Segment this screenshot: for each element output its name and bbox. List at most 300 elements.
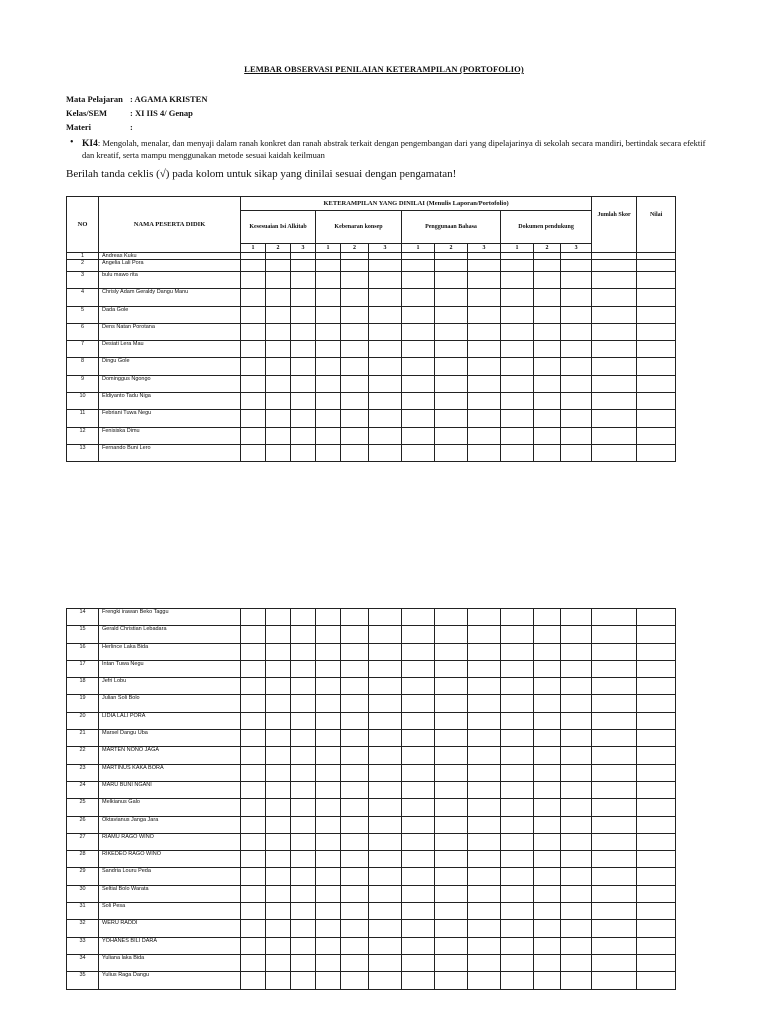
score-checkbox-cell[interactable] [468, 289, 501, 306]
total-score-cell[interactable] [592, 323, 637, 340]
score-checkbox-cell[interactable] [369, 799, 402, 816]
grade-cell[interactable] [637, 833, 676, 850]
score-checkbox-cell[interactable] [435, 764, 468, 781]
score-checkbox-cell[interactable] [501, 678, 534, 695]
score-checkbox-cell[interactable] [501, 375, 534, 392]
score-checkbox-cell[interactable] [291, 747, 316, 764]
score-checkbox-cell[interactable] [291, 358, 316, 375]
score-checkbox-cell[interactable] [402, 260, 435, 272]
score-checkbox-cell[interactable] [402, 781, 435, 798]
grade-cell[interactable] [637, 375, 676, 392]
score-checkbox-cell[interactable] [468, 885, 501, 902]
score-checkbox-cell[interactable] [402, 272, 435, 289]
total-score-cell[interactable] [592, 427, 637, 444]
score-checkbox-cell[interactable] [501, 954, 534, 971]
score-checkbox-cell[interactable] [291, 833, 316, 850]
score-checkbox-cell[interactable] [468, 410, 501, 427]
grade-cell[interactable] [637, 903, 676, 920]
score-checkbox-cell[interactable] [266, 712, 291, 729]
score-checkbox-cell[interactable] [534, 833, 561, 850]
score-checkbox-cell[interactable] [534, 323, 561, 340]
score-checkbox-cell[interactable] [241, 358, 266, 375]
score-checkbox-cell[interactable] [341, 868, 369, 885]
score-checkbox-cell[interactable] [435, 626, 468, 643]
score-checkbox-cell[interactable] [266, 427, 291, 444]
score-checkbox-cell[interactable] [468, 816, 501, 833]
score-checkbox-cell[interactable] [501, 816, 534, 833]
score-checkbox-cell[interactable] [534, 712, 561, 729]
score-checkbox-cell[interactable] [369, 643, 402, 660]
score-checkbox-cell[interactable] [291, 712, 316, 729]
score-checkbox-cell[interactable] [241, 972, 266, 989]
score-checkbox-cell[interactable] [291, 410, 316, 427]
score-checkbox-cell[interactable] [316, 833, 341, 850]
score-checkbox-cell[interactable] [316, 920, 341, 937]
score-checkbox-cell[interactable] [369, 678, 402, 695]
score-checkbox-cell[interactable] [534, 375, 561, 392]
score-checkbox-cell[interactable] [534, 260, 561, 272]
total-score-cell[interactable] [592, 253, 637, 260]
score-checkbox-cell[interactable] [468, 341, 501, 358]
score-checkbox-cell[interactable] [316, 868, 341, 885]
total-score-cell[interactable] [592, 954, 637, 971]
score-checkbox-cell[interactable] [316, 954, 341, 971]
score-checkbox-cell[interactable] [468, 712, 501, 729]
score-checkbox-cell[interactable] [435, 260, 468, 272]
score-checkbox-cell[interactable] [402, 410, 435, 427]
score-checkbox-cell[interactable] [369, 747, 402, 764]
score-checkbox-cell[interactable] [316, 341, 341, 358]
score-checkbox-cell[interactable] [534, 799, 561, 816]
score-checkbox-cell[interactable] [468, 799, 501, 816]
score-checkbox-cell[interactable] [468, 626, 501, 643]
score-checkbox-cell[interactable] [468, 253, 501, 260]
score-checkbox-cell[interactable] [341, 643, 369, 660]
score-checkbox-cell[interactable] [341, 253, 369, 260]
total-score-cell[interactable] [592, 341, 637, 358]
score-checkbox-cell[interactable] [435, 289, 468, 306]
score-checkbox-cell[interactable] [291, 272, 316, 289]
score-checkbox-cell[interactable] [402, 643, 435, 660]
score-checkbox-cell[interactable] [316, 643, 341, 660]
score-checkbox-cell[interactable] [316, 937, 341, 954]
score-checkbox-cell[interactable] [369, 712, 402, 729]
score-checkbox-cell[interactable] [435, 444, 468, 461]
score-checkbox-cell[interactable] [402, 920, 435, 937]
score-checkbox-cell[interactable] [369, 444, 402, 461]
total-score-cell[interactable] [592, 747, 637, 764]
score-checkbox-cell[interactable] [369, 903, 402, 920]
score-checkbox-cell[interactable] [561, 626, 592, 643]
score-checkbox-cell[interactable] [241, 375, 266, 392]
grade-cell[interactable] [637, 341, 676, 358]
score-checkbox-cell[interactable] [561, 306, 592, 323]
score-checkbox-cell[interactable] [402, 816, 435, 833]
score-checkbox-cell[interactable] [241, 393, 266, 410]
score-checkbox-cell[interactable] [341, 678, 369, 695]
score-checkbox-cell[interactable] [402, 954, 435, 971]
grade-cell[interactable] [637, 323, 676, 340]
score-checkbox-cell[interactable] [402, 626, 435, 643]
score-checkbox-cell[interactable] [468, 954, 501, 971]
score-checkbox-cell[interactable] [501, 781, 534, 798]
score-checkbox-cell[interactable] [534, 393, 561, 410]
score-checkbox-cell[interactable] [241, 272, 266, 289]
score-checkbox-cell[interactable] [435, 972, 468, 989]
score-checkbox-cell[interactable] [501, 643, 534, 660]
score-checkbox-cell[interactable] [316, 393, 341, 410]
score-checkbox-cell[interactable] [402, 375, 435, 392]
grade-cell[interactable] [637, 747, 676, 764]
score-checkbox-cell[interactable] [561, 816, 592, 833]
score-checkbox-cell[interactable] [291, 660, 316, 677]
score-checkbox-cell[interactable] [534, 972, 561, 989]
score-checkbox-cell[interactable] [561, 730, 592, 747]
score-checkbox-cell[interactable] [369, 885, 402, 902]
score-checkbox-cell[interactable] [341, 393, 369, 410]
score-checkbox-cell[interactable] [534, 253, 561, 260]
total-score-cell[interactable] [592, 660, 637, 677]
score-checkbox-cell[interactable] [241, 954, 266, 971]
score-checkbox-cell[interactable] [468, 609, 501, 626]
score-checkbox-cell[interactable] [435, 306, 468, 323]
score-checkbox-cell[interactable] [534, 272, 561, 289]
score-checkbox-cell[interactable] [291, 427, 316, 444]
score-checkbox-cell[interactable] [561, 609, 592, 626]
score-checkbox-cell[interactable] [501, 444, 534, 461]
score-checkbox-cell[interactable] [468, 937, 501, 954]
grade-cell[interactable] [637, 695, 676, 712]
total-score-cell[interactable] [592, 306, 637, 323]
score-checkbox-cell[interactable] [435, 678, 468, 695]
score-checkbox-cell[interactable] [341, 937, 369, 954]
score-checkbox-cell[interactable] [468, 903, 501, 920]
grade-cell[interactable] [637, 444, 676, 461]
score-checkbox-cell[interactable] [266, 678, 291, 695]
grade-cell[interactable] [637, 937, 676, 954]
total-score-cell[interactable] [592, 272, 637, 289]
score-checkbox-cell[interactable] [561, 712, 592, 729]
grade-cell[interactable] [637, 626, 676, 643]
score-checkbox-cell[interactable] [468, 444, 501, 461]
score-checkbox-cell[interactable] [561, 903, 592, 920]
total-score-cell[interactable] [592, 393, 637, 410]
score-checkbox-cell[interactable] [291, 323, 316, 340]
score-checkbox-cell[interactable] [291, 306, 316, 323]
score-checkbox-cell[interactable] [291, 730, 316, 747]
score-checkbox-cell[interactable] [561, 833, 592, 850]
score-checkbox-cell[interactable] [341, 851, 369, 868]
score-checkbox-cell[interactable] [291, 626, 316, 643]
score-checkbox-cell[interactable] [402, 712, 435, 729]
score-checkbox-cell[interactable] [501, 747, 534, 764]
score-checkbox-cell[interactable] [501, 323, 534, 340]
score-checkbox-cell[interactable] [316, 306, 341, 323]
score-checkbox-cell[interactable] [316, 712, 341, 729]
score-checkbox-cell[interactable] [468, 260, 501, 272]
score-checkbox-cell[interactable] [435, 410, 468, 427]
score-checkbox-cell[interactable] [316, 903, 341, 920]
score-checkbox-cell[interactable] [534, 444, 561, 461]
total-score-cell[interactable] [592, 833, 637, 850]
score-checkbox-cell[interactable] [266, 626, 291, 643]
score-checkbox-cell[interactable] [501, 903, 534, 920]
score-checkbox-cell[interactable] [534, 609, 561, 626]
score-checkbox-cell[interactable] [266, 253, 291, 260]
total-score-cell[interactable] [592, 678, 637, 695]
score-checkbox-cell[interactable] [241, 747, 266, 764]
score-checkbox-cell[interactable] [501, 833, 534, 850]
score-checkbox-cell[interactable] [341, 920, 369, 937]
score-checkbox-cell[interactable] [435, 799, 468, 816]
score-checkbox-cell[interactable] [534, 660, 561, 677]
score-checkbox-cell[interactable] [291, 444, 316, 461]
score-checkbox-cell[interactable] [266, 358, 291, 375]
score-checkbox-cell[interactable] [534, 643, 561, 660]
score-checkbox-cell[interactable] [316, 747, 341, 764]
score-checkbox-cell[interactable] [369, 695, 402, 712]
total-score-cell[interactable] [592, 712, 637, 729]
score-checkbox-cell[interactable] [501, 868, 534, 885]
score-checkbox-cell[interactable] [341, 954, 369, 971]
grade-cell[interactable] [637, 609, 676, 626]
score-checkbox-cell[interactable] [341, 712, 369, 729]
score-checkbox-cell[interactable] [241, 289, 266, 306]
score-checkbox-cell[interactable] [369, 833, 402, 850]
score-checkbox-cell[interactable] [468, 323, 501, 340]
grade-cell[interactable] [637, 868, 676, 885]
score-checkbox-cell[interactable] [501, 289, 534, 306]
score-checkbox-cell[interactable] [561, 781, 592, 798]
score-checkbox-cell[interactable] [501, 253, 534, 260]
grade-cell[interactable] [637, 678, 676, 695]
score-checkbox-cell[interactable] [501, 358, 534, 375]
score-checkbox-cell[interactable] [561, 660, 592, 677]
score-checkbox-cell[interactable] [291, 816, 316, 833]
score-checkbox-cell[interactable] [316, 781, 341, 798]
score-checkbox-cell[interactable] [561, 444, 592, 461]
score-checkbox-cell[interactable] [266, 393, 291, 410]
score-checkbox-cell[interactable] [435, 833, 468, 850]
score-checkbox-cell[interactable] [291, 289, 316, 306]
score-checkbox-cell[interactable] [561, 253, 592, 260]
score-checkbox-cell[interactable] [266, 643, 291, 660]
grade-cell[interactable] [637, 781, 676, 798]
score-checkbox-cell[interactable] [402, 427, 435, 444]
score-checkbox-cell[interactable] [435, 358, 468, 375]
score-checkbox-cell[interactable] [341, 816, 369, 833]
score-checkbox-cell[interactable] [369, 954, 402, 971]
score-checkbox-cell[interactable] [341, 730, 369, 747]
score-checkbox-cell[interactable] [341, 660, 369, 677]
score-checkbox-cell[interactable] [341, 444, 369, 461]
score-checkbox-cell[interactable] [291, 885, 316, 902]
score-checkbox-cell[interactable] [266, 609, 291, 626]
grade-cell[interactable] [637, 643, 676, 660]
score-checkbox-cell[interactable] [435, 903, 468, 920]
score-checkbox-cell[interactable] [561, 937, 592, 954]
score-checkbox-cell[interactable] [402, 678, 435, 695]
score-checkbox-cell[interactable] [241, 695, 266, 712]
total-score-cell[interactable] [592, 920, 637, 937]
score-checkbox-cell[interactable] [534, 903, 561, 920]
score-checkbox-cell[interactable] [534, 289, 561, 306]
score-checkbox-cell[interactable] [435, 695, 468, 712]
score-checkbox-cell[interactable] [369, 260, 402, 272]
score-checkbox-cell[interactable] [316, 410, 341, 427]
score-checkbox-cell[interactable] [369, 816, 402, 833]
grade-cell[interactable] [637, 972, 676, 989]
score-checkbox-cell[interactable] [291, 781, 316, 798]
score-checkbox-cell[interactable] [241, 920, 266, 937]
score-checkbox-cell[interactable] [291, 253, 316, 260]
total-score-cell[interactable] [592, 730, 637, 747]
score-checkbox-cell[interactable] [266, 764, 291, 781]
score-checkbox-cell[interactable] [291, 341, 316, 358]
score-checkbox-cell[interactable] [435, 427, 468, 444]
score-checkbox-cell[interactable] [468, 272, 501, 289]
score-checkbox-cell[interactable] [369, 341, 402, 358]
score-checkbox-cell[interactable] [266, 851, 291, 868]
score-checkbox-cell[interactable] [534, 747, 561, 764]
score-checkbox-cell[interactable] [534, 306, 561, 323]
score-checkbox-cell[interactable] [241, 678, 266, 695]
score-checkbox-cell[interactable] [534, 868, 561, 885]
score-checkbox-cell[interactable] [402, 444, 435, 461]
score-checkbox-cell[interactable] [341, 764, 369, 781]
score-checkbox-cell[interactable] [402, 253, 435, 260]
grade-cell[interactable] [637, 289, 676, 306]
score-checkbox-cell[interactable] [501, 660, 534, 677]
score-checkbox-cell[interactable] [266, 272, 291, 289]
score-checkbox-cell[interactable] [435, 954, 468, 971]
grade-cell[interactable] [637, 764, 676, 781]
score-checkbox-cell[interactable] [435, 730, 468, 747]
score-checkbox-cell[interactable] [266, 816, 291, 833]
score-checkbox-cell[interactable] [369, 410, 402, 427]
score-checkbox-cell[interactable] [534, 410, 561, 427]
score-checkbox-cell[interactable] [241, 626, 266, 643]
score-checkbox-cell[interactable] [561, 851, 592, 868]
score-checkbox-cell[interactable] [501, 609, 534, 626]
score-checkbox-cell[interactable] [561, 764, 592, 781]
score-checkbox-cell[interactable] [534, 730, 561, 747]
score-checkbox-cell[interactable] [468, 375, 501, 392]
grade-cell[interactable] [637, 410, 676, 427]
score-checkbox-cell[interactable] [435, 375, 468, 392]
score-checkbox-cell[interactable] [468, 427, 501, 444]
score-checkbox-cell[interactable] [241, 444, 266, 461]
score-checkbox-cell[interactable] [402, 868, 435, 885]
score-checkbox-cell[interactable] [468, 747, 501, 764]
score-checkbox-cell[interactable] [435, 643, 468, 660]
score-checkbox-cell[interactable] [468, 920, 501, 937]
score-checkbox-cell[interactable] [241, 833, 266, 850]
score-checkbox-cell[interactable] [341, 260, 369, 272]
grade-cell[interactable] [637, 851, 676, 868]
score-checkbox-cell[interactable] [534, 695, 561, 712]
score-checkbox-cell[interactable] [291, 972, 316, 989]
score-checkbox-cell[interactable] [341, 799, 369, 816]
score-checkbox-cell[interactable] [341, 885, 369, 902]
score-checkbox-cell[interactable] [402, 306, 435, 323]
score-checkbox-cell[interactable] [468, 678, 501, 695]
score-checkbox-cell[interactable] [501, 799, 534, 816]
score-checkbox-cell[interactable] [402, 695, 435, 712]
score-checkbox-cell[interactable] [561, 289, 592, 306]
score-checkbox-cell[interactable] [435, 781, 468, 798]
score-checkbox-cell[interactable] [468, 851, 501, 868]
score-checkbox-cell[interactable] [534, 781, 561, 798]
score-checkbox-cell[interactable] [435, 393, 468, 410]
score-checkbox-cell[interactable] [534, 851, 561, 868]
score-checkbox-cell[interactable] [402, 358, 435, 375]
score-checkbox-cell[interactable] [266, 781, 291, 798]
score-checkbox-cell[interactable] [561, 695, 592, 712]
score-checkbox-cell[interactable] [316, 427, 341, 444]
score-checkbox-cell[interactable] [316, 799, 341, 816]
score-checkbox-cell[interactable] [341, 289, 369, 306]
score-checkbox-cell[interactable] [316, 695, 341, 712]
score-checkbox-cell[interactable] [291, 868, 316, 885]
score-checkbox-cell[interactable] [534, 954, 561, 971]
score-checkbox-cell[interactable] [468, 972, 501, 989]
score-checkbox-cell[interactable] [561, 410, 592, 427]
score-checkbox-cell[interactable] [501, 730, 534, 747]
score-checkbox-cell[interactable] [501, 712, 534, 729]
score-checkbox-cell[interactable] [341, 358, 369, 375]
score-checkbox-cell[interactable] [468, 358, 501, 375]
score-checkbox-cell[interactable] [291, 920, 316, 937]
score-checkbox-cell[interactable] [341, 903, 369, 920]
score-checkbox-cell[interactable] [266, 730, 291, 747]
total-score-cell[interactable] [592, 626, 637, 643]
score-checkbox-cell[interactable] [291, 260, 316, 272]
score-checkbox-cell[interactable] [369, 764, 402, 781]
score-checkbox-cell[interactable] [316, 764, 341, 781]
score-checkbox-cell[interactable] [369, 427, 402, 444]
score-checkbox-cell[interactable] [561, 272, 592, 289]
score-checkbox-cell[interactable] [316, 851, 341, 868]
grade-cell[interactable] [637, 253, 676, 260]
score-checkbox-cell[interactable] [241, 323, 266, 340]
total-score-cell[interactable] [592, 816, 637, 833]
total-score-cell[interactable] [592, 410, 637, 427]
score-checkbox-cell[interactable] [291, 609, 316, 626]
score-checkbox-cell[interactable] [435, 885, 468, 902]
score-checkbox-cell[interactable] [291, 764, 316, 781]
score-checkbox-cell[interactable] [266, 972, 291, 989]
score-checkbox-cell[interactable] [561, 643, 592, 660]
score-checkbox-cell[interactable] [266, 954, 291, 971]
grade-cell[interactable] [637, 816, 676, 833]
score-checkbox-cell[interactable] [369, 626, 402, 643]
total-score-cell[interactable] [592, 851, 637, 868]
score-checkbox-cell[interactable] [561, 393, 592, 410]
score-checkbox-cell[interactable] [402, 851, 435, 868]
score-checkbox-cell[interactable] [534, 626, 561, 643]
total-score-cell[interactable] [592, 375, 637, 392]
score-checkbox-cell[interactable] [241, 643, 266, 660]
score-checkbox-cell[interactable] [316, 730, 341, 747]
score-checkbox-cell[interactable] [534, 885, 561, 902]
score-checkbox-cell[interactable] [241, 306, 266, 323]
score-checkbox-cell[interactable] [316, 816, 341, 833]
grade-cell[interactable] [637, 885, 676, 902]
score-checkbox-cell[interactable] [402, 730, 435, 747]
score-checkbox-cell[interactable] [316, 260, 341, 272]
score-checkbox-cell[interactable] [241, 730, 266, 747]
